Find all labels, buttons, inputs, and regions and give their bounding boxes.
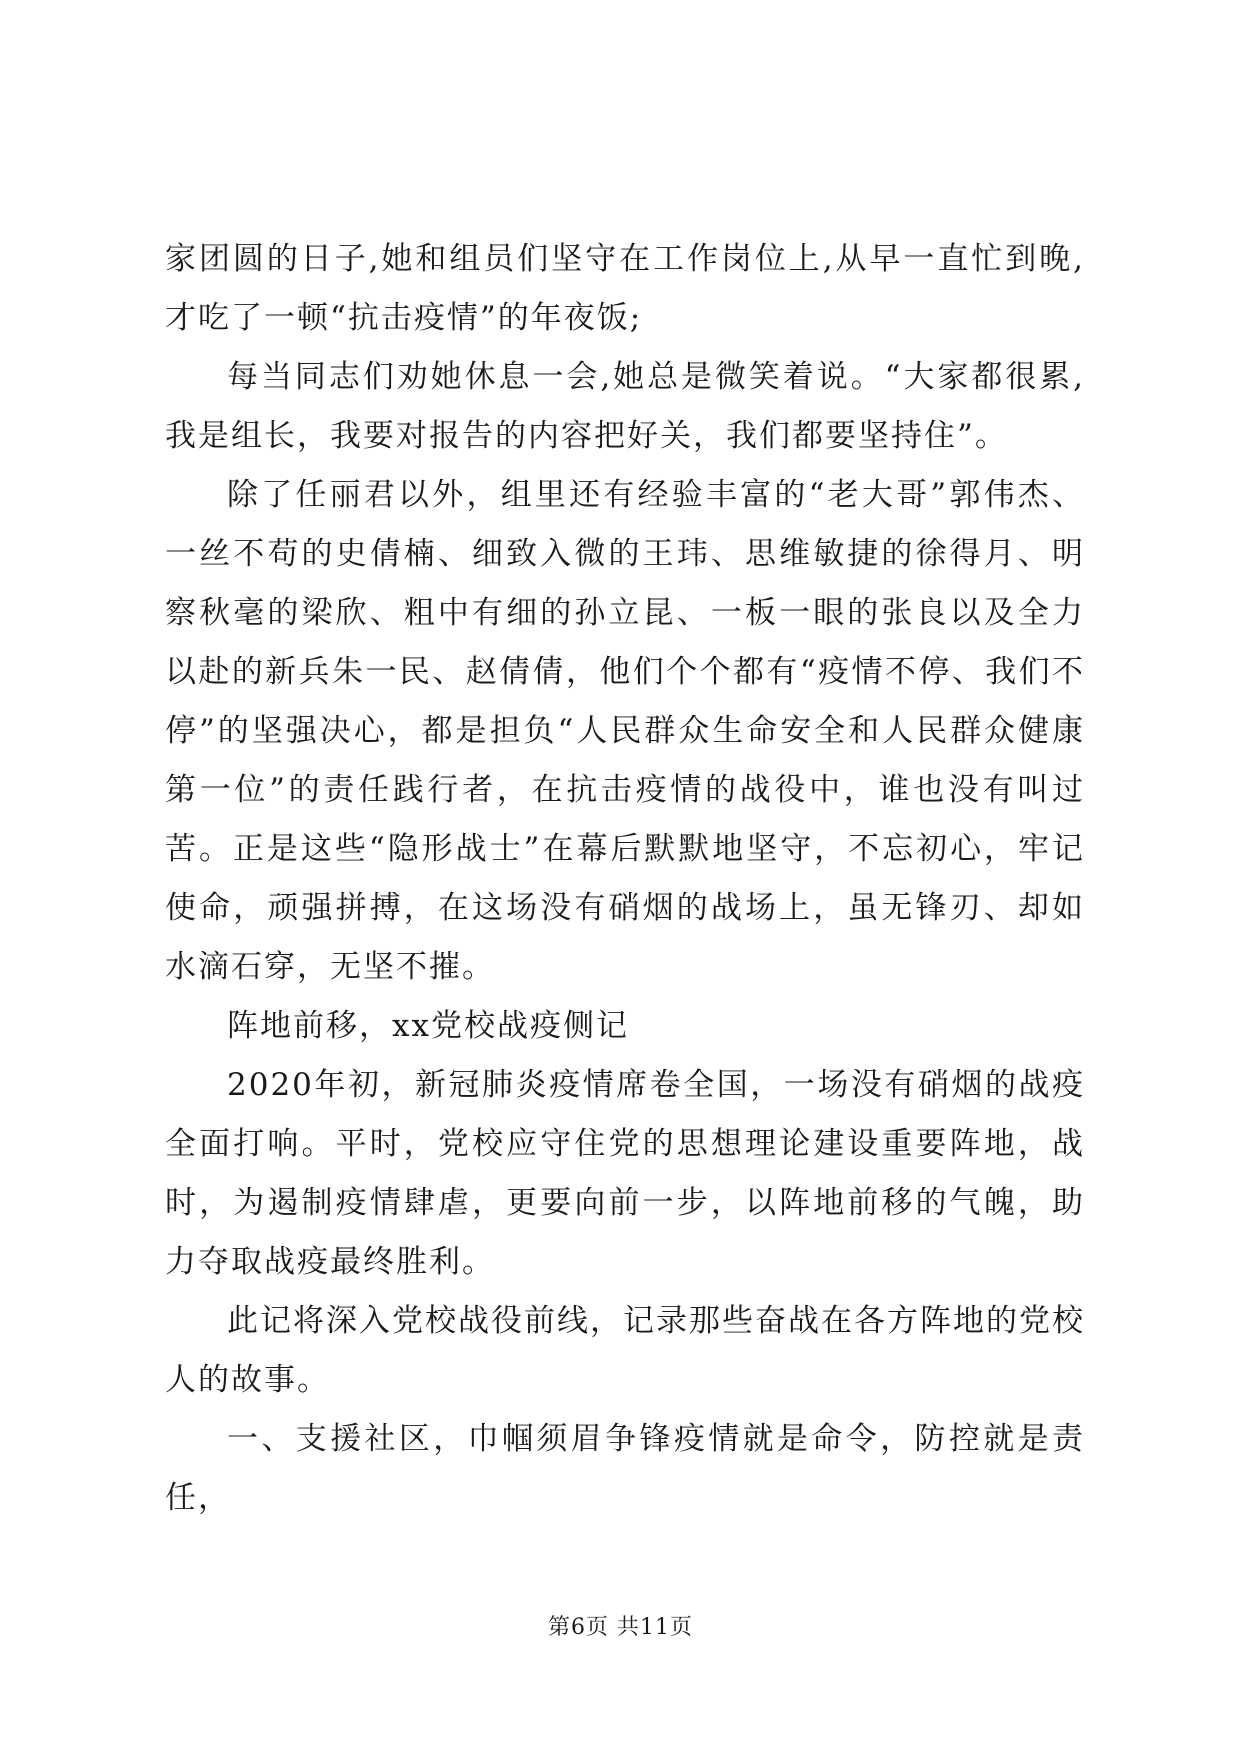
section-heading: 阵地前移，xx党校战疫侧记 — [227, 1008, 629, 1044]
page-footer: 第6页 共11页 — [548, 1615, 693, 1640]
paragraph-5: 此记将深入党校战役前线，记录那些奋战在各方阵地的党校人的故事。 — [165, 1303, 1085, 1398]
paragraph-2: 每当同志们劝她休息一会,她总是微笑着说。“大家都很累,我是组长，我要对报告的内容把好关，我们都要坚持住”。 — [165, 359, 1085, 454]
paragraph-6: 一、支援社区，巾帼须眉争锋疫情就是命令，防控就是责任， — [165, 1421, 1085, 1516]
paragraph-4: 2020年初，新冠肺炎疫情席卷全国，一场没有硝烟的战疫全面打响。平时，党校应守住党的思想理论建设重要阵地，战时，为遏制疫情肆虐，更要向前一步，以阵地前移的气魄，助力夺取战疫最终胜利。 — [165, 1067, 1085, 1280]
document-body — [165, 230, 1085, 1528]
paragraph-1: 家团圆的日子,她和组员们坚守在工作岗位上,从早一直忙到晚,才吃了一顿“抗击疫情”的年夜饭; — [165, 241, 1085, 336]
paragraph-3: 除了任丽君以外，组里还有经验丰富的“老大哥”郭伟杰、一丝不苟的史倩楠、细致入微的王玮、思维敏捷的徐得月、明察秋毫的梁欣、粗中有细的孙立昆、一板一眼的张良以及全力以赴的新兵朱一民、赵倩倩，他们个个都有“疫情不停、我们不停”的坚强决心，都是担负“人民群众生命安全和人民群众健康第一位”的责任践行者，在抗击疫情的战役中，谁也没有叫过苦。正是这些“隐形战士”在幕后默默地坚守，不忘初心，牢记使命，顽强拼搏，在这场没有硝烟的战场上，虽无锋刃、却如水滴石穿，无坚不摧。 — [165, 477, 1085, 985]
